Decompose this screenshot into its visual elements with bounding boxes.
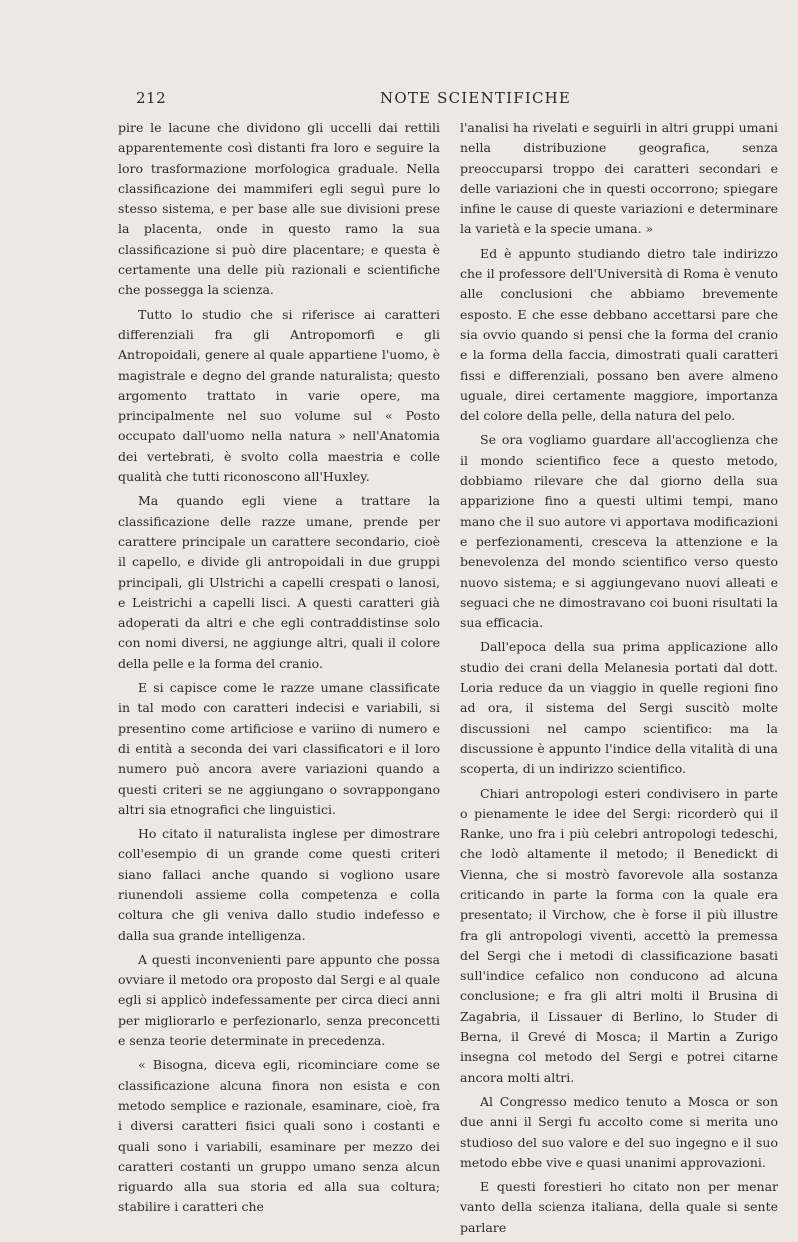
running-head: NOTE SCIENTIFICHE <box>380 89 572 107</box>
paragraph: Al Congresso medico tenuto a Mosca or son due anni il Sergi fu accolto come si merita uno studioso del suo valore e del suo ingegno e il suo metodo ebbe vive e quasi unanimi approvazioni. <box>460 1093 778 1170</box>
paragraph: Tutto lo studio che si riferisce ai caratteri differenziali fra gli Antropomorfi e gli Antropoidali, genere al quale appartiene l'uomo, è magistrale e degno del grande naturalista; questo argomento trattato in varie opere, ma principalmente nel suo volume sul « Posto occupato dall'uomo nella natura » nell'Anatomia dei vertebrati, è svolto colla maestria e colle qualità che tutti riconoscono all'Huxley. <box>118 306 440 485</box>
paragraph: Dall'epoca della sua prima applicazione allo studio dei crani della Melanesia portati dal dott. Loria reduce da un viaggio in quelle regioni fino ad ora, il sistema del Sergi suscitò molte discussioni nel campo scientifico: ma la discussione è appunto l'indice della vitalità di una scoperta, di un indirizzo scientifico. <box>460 639 778 777</box>
paragraph: Ma quando egli viene a trattare la classificazione delle razze umane, prende per carattere principale un carattere secondario, cioè il capello, e divide gli antropoidali in due gruppi principali, gli Ulstrichi a capelli crespati o lanosi, e Leistrichi a capelli lisci. A questi caratteri già adoperati da altri e che egli contraddistinse solo con nomi diversi, ne aggiunge altri, quali il colore della pelle e la forma del cranio. <box>118 493 440 671</box>
paragraph: l'analisi ha rivelati e seguirli in altri gruppi umani nella distribuzione geografica, senza preoccuparsi troppo dei caratteri secondari e delle variazioni che in questi occorrono; spiegare infine le cause di queste variazioni e determinare la varietà e la specie umana. » <box>460 120 778 237</box>
paragraph: E si capisce come le razze umane classificate in tal modo con caratteri indecisi e variabili, si presentino come artificiose e variino di numero e di entità a seconda dei vari classificatori e il loro numero può ancora avere variazioni quando a questi criteri se ne aggiungano o sovrappongano altri sia etnografici che linguistici. <box>118 680 440 817</box>
page-number: 212 <box>136 89 167 107</box>
paragraph: Chiari antropologi esteri condivisero in parte o pienamente le idee del Sergi: ricorderò qui il Ranke, uno fra i più celebri antropologi tedeschi, che lodò altamente il metodo; il Benedickt di Vienna, che si mostrò favorevole alla sostanza criticando in parte la forma con la quale era presentato; il Virchow, che è forse il più illustre fra gli antropologi viventi, accettò la premessa del Sergi che i metodi di classificazione basati sull'indice cefalico non conducono ad alcuna conclusione; e fra gli altri molti il Brusina di Zagabria, il Lissauer di Berlino, lo Studer di Berna, il Grevé di Mosca; il Martin a Zurigo insegna col metodo del Sergi e potrei citarne ancora molti altri. <box>460 785 778 1085</box>
paragraph: Ho citato il naturalista inglese per dimostrare coll'esempio di un grande come questi criteri siano fallaci anche quando si vogliono usare riunendoli assieme colla competenza e colla coltura che gli veniva dallo studio indefesso e dalla sua grande intelligenza. <box>118 826 440 943</box>
paragraph: Ed è appunto studiando dietro tale indirizzo che il professore dell'Università di Roma è venuto alle conclusioni che abbiamo brevemente esposto. E che esse debbano accettarsi pare che sia ovvio quando si pensi che la forma del cranio e la forma della faccia, dimostrati quali caratteri fissi e differenziali, possano ben avere almeno uguale, direi certamente maggiore, importanza del colore della pelle, della natura del pelo. <box>460 245 778 424</box>
paragraph: « Bisogna, diceva egli, ricominciare come se classificazione alcuna finora non esista e con metodo semplice e razionale, esaminare, cioè, fra i diversi caratteri fisici quali sono i costanti e quali sono i variabili, esaminare per mezzo dei caratteri costanti un gruppo umano senza alcun riguardo alla sua storia ed alla sua coltura; stabilire i caratteri che <box>118 1057 440 1215</box>
paragraph: E questi forestieri ho citato non per menar vanto della scienza italiana, della quale si sente parlare <box>460 1179 778 1235</box>
paragraph: pire le lacune che dividono gli uccelli dai rettili apparentemente così distanti fra loro e seguire la loro trasformazione morfologica graduale. Nella classificazione dei mammiferi egli seguì pure lo stesso sistema, e per base alle sue divisioni prese la placenta, onde in questo ramo la sua classificazione si può dire placentare; e questa è certamente una delle più razionali e scientifiche che possegga la scienza. <box>118 120 440 298</box>
paragraph: Se ora vogliamo guardare all'accoglienza che il mondo scientifico fece a questo metodo, dobbiamo rilevare che dal giorno della sua apparizione fino a questi ultimi tempi, mano mano che il suo autore vi apportava modificazioni e perfezionamenti, cresceva la attenzione e la benevolenza del mondo scientifico verso questo nuovo sistema; e si aggiungevano nuovi alleati e seguaci che ne dimostravano coi buoni risultati la sua efficacia. <box>460 432 778 631</box>
right-column <box>460 118 778 1242</box>
left-column <box>118 118 440 1222</box>
paragraph: A questi inconvenienti pare appunto che possa ovviare il metodo ora proposto dal Sergi e al quale egli si applicò indefessamente per circa dieci anni per migliorarlo e perfezionarlo, senza preconcetti e senza teorie determinate in precedenza. <box>118 951 440 1049</box>
